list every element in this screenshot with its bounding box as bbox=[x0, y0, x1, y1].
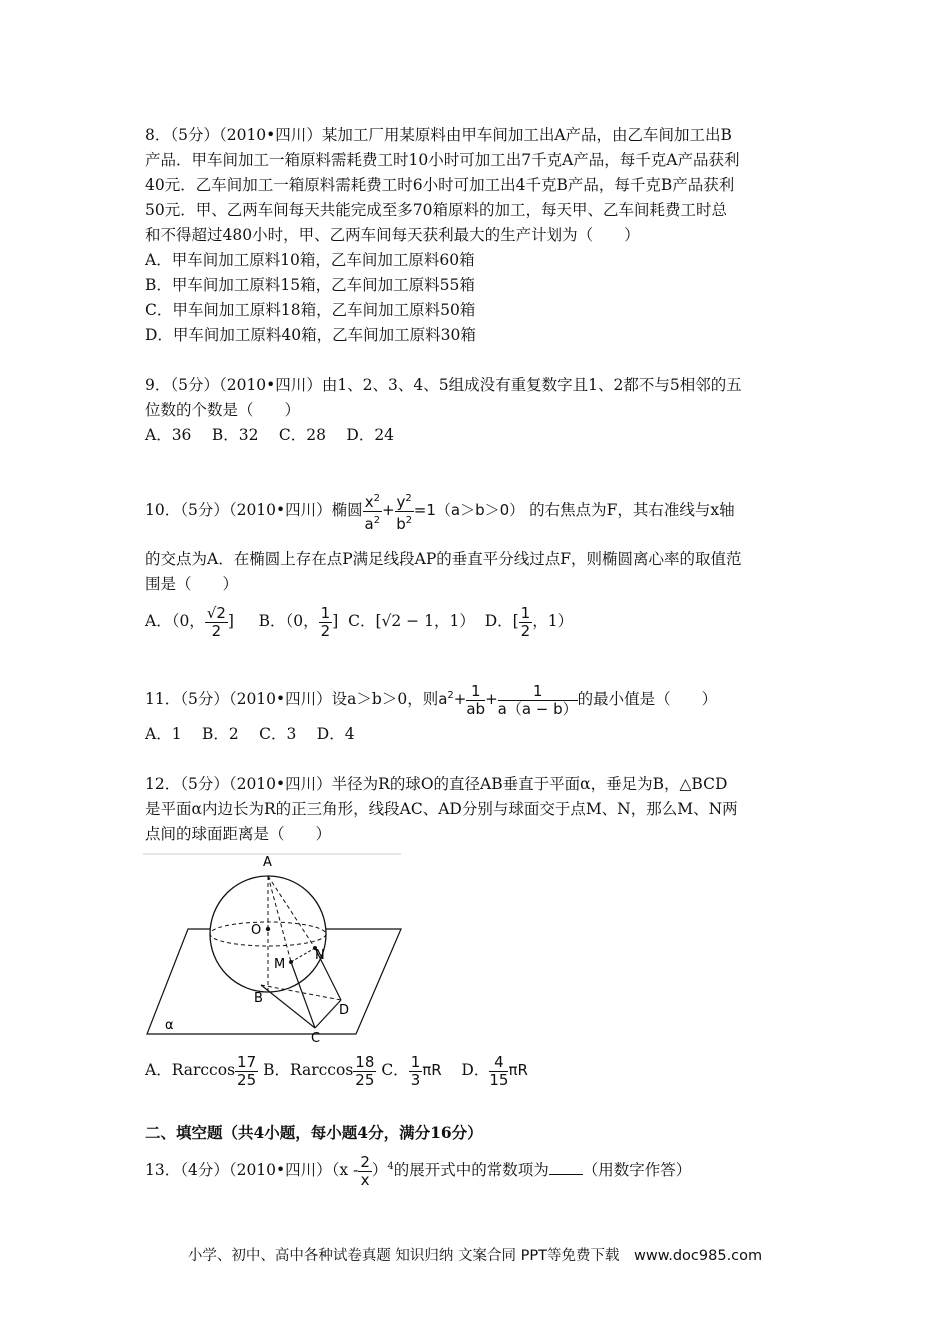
q10-eq-rhs: =1（a＞b＞0） bbox=[413, 501, 525, 519]
q8-line-2: 产品．甲车间加工一箱原料需耗费工时10小时可加工出7千克A产品，每千克A产品获利 bbox=[145, 151, 740, 169]
q8-line-5: 和不得超过480小时，甲、乙两车间每天获利最大的生产计划为（ ） bbox=[145, 226, 640, 244]
q11-a-squared: $a^2$ bbox=[438, 690, 454, 708]
question-13: 13．（4分）（2010•四川）（x - $\frac{2}{x}$ ）$^4$的展开式中的常数项为 （用数字作答） bbox=[145, 1152, 692, 1189]
q12-option-c: C． $\frac{1}{3}$ πR bbox=[381, 1052, 442, 1089]
q9-options: A．36 B．32 C．28 D．24 bbox=[145, 426, 395, 444]
q12-line-3: 点间的球面距离是（ ） bbox=[145, 825, 332, 843]
q8-line-1: 8．（5分）（2010•四川）某加工厂用某原料由甲车间加工出A产品，由乙车间加工出B bbox=[145, 126, 732, 144]
q12-line-2: 是平面α内边长为R的正三角形，线段AC、AD分别与球面交于点M、N，那么M、N两 bbox=[145, 800, 738, 818]
q11-frac-1: $\frac{1}{ab}$ bbox=[466, 681, 486, 718]
q12-line-1: 12．（5分）（2010•四川）半径为R的球O的直径AB垂直于平面α，垂足为B，△BCD bbox=[145, 775, 728, 793]
section-2-title: 二、填空题（共4小题，每小题4分，满分16分） bbox=[145, 1123, 483, 1142]
label-N: N bbox=[315, 948, 325, 963]
q10-option-b: B．（0， $\frac{1}{2}$ ] bbox=[258, 603, 339, 640]
q12-options bbox=[145, 1046, 528, 1094]
q9-line-2: 位数的个数是（ ） bbox=[145, 401, 301, 419]
sphere-plane-figure bbox=[143, 852, 403, 1044]
q12-option-d: D． $\frac{4}{15}$ πR bbox=[461, 1052, 528, 1089]
label-M: M bbox=[274, 957, 286, 972]
q10-frac-x: $\frac{x^2}{a^2}$ bbox=[363, 490, 382, 533]
q13-answer-blank[interactable] bbox=[549, 1160, 583, 1175]
q10-option-d: D．[ $\frac{1}{2}$ ，1） bbox=[484, 603, 574, 640]
label-D: D bbox=[339, 1003, 350, 1018]
q13-prefix: 13．（4分）（2010•四川）（x - bbox=[145, 1161, 359, 1180]
q11-frac-2: $\frac{1}{a(a - b)}$ bbox=[497, 681, 578, 718]
q10-option-c: C．[√2 − 1，1） bbox=[348, 612, 475, 630]
q11-prefix: 11．（5分）（2010•四川）设a＞b＞0，则 bbox=[145, 690, 439, 708]
q8-line-4: 50元．甲、乙两车间每天共能完成至多70箱原料的加工，每天甲、乙车间耗费工时总 bbox=[145, 201, 727, 219]
label-B: B bbox=[254, 991, 263, 1006]
label-O: O bbox=[251, 923, 262, 938]
q11-line-1: 11．（5分）（2010•四川）设a＞b＞0，则$a^2+$ $\frac{1}{ab}$ + $\frac{1}{a(a - b)}$ 的最小值是（ ） bbox=[145, 681, 718, 718]
q10-suffix: 的右焦点为F，其右准线与x轴 bbox=[529, 501, 735, 519]
q12-option-b: B．Rarccos $\frac{18}{25}$ bbox=[263, 1052, 375, 1089]
page-footer: 小学、初中、高中各种试卷真题 知识归纳 文案合同 PPT等免费下载 www.doc985.com bbox=[187, 1248, 763, 1264]
q8-line-3: 40元．乙车间加工一箱原料需耗费工时6小时可加工出4千克B产品，每千克B产品获利 bbox=[145, 176, 735, 194]
q9-line-1: 9．（5分）（2010•四川）由1、2、3、4、5组成没有重复数字且1、2都不与5相邻的五 bbox=[145, 376, 742, 394]
label-alpha: α bbox=[165, 1018, 174, 1033]
q10-prefix: 10．（5分）（2010•四川）椭圆 bbox=[145, 501, 363, 519]
q10-options bbox=[145, 597, 573, 645]
q11-suffix: 的最小值是（ ） bbox=[577, 690, 718, 708]
q13-tail: （用数字作答） bbox=[582, 1161, 692, 1180]
q10-line-1: 10．（5分）（2010•四川）椭圆 $\frac{x^2}{a^2}$ + $\frac{y^2}{b^2}$ =1（a＞b＞0） 的右焦点为F，其右准线与x轴 bbox=[145, 482, 735, 538]
label-C: C bbox=[311, 1031, 321, 1044]
label-A: A bbox=[263, 855, 272, 870]
q8-option-a: A．甲车间加工原料10箱，乙车间加工原料60箱 bbox=[145, 251, 475, 269]
q10-option-a: A．（0， $\frac{√2}{2}$ ] bbox=[145, 603, 234, 640]
q10-line-2: 的交点为A．在椭圆上存在点P满足线段AP的垂直平分线过点F，则椭圆离心率的取值范 bbox=[145, 550, 742, 568]
q10-line-3: 围是（ ） bbox=[145, 575, 239, 593]
q13-frac: $\frac{2}{x}$ bbox=[360, 1152, 370, 1189]
q8-option-b: B．甲车间加工原料15箱，乙车间加工原料55箱 bbox=[145, 276, 475, 294]
q13-suffix: 的展开式中的常数项为 bbox=[393, 1161, 549, 1180]
q8-option-d: D．甲车间加工原料40箱，乙车间加工原料30箱 bbox=[145, 326, 476, 344]
q12-option-a: A．Rarccos $\frac{17}{25}$ bbox=[145, 1052, 257, 1089]
q10-frac-y: $\frac{y^2}{b^2}$ bbox=[395, 490, 414, 533]
q13-power: 4 bbox=[387, 1161, 394, 1172]
q11-options: A．1 B．2 C．3 D．4 bbox=[145, 725, 355, 743]
q8-option-c: C．甲车间加工原料18箱，乙车间加工原料50箱 bbox=[145, 301, 476, 319]
